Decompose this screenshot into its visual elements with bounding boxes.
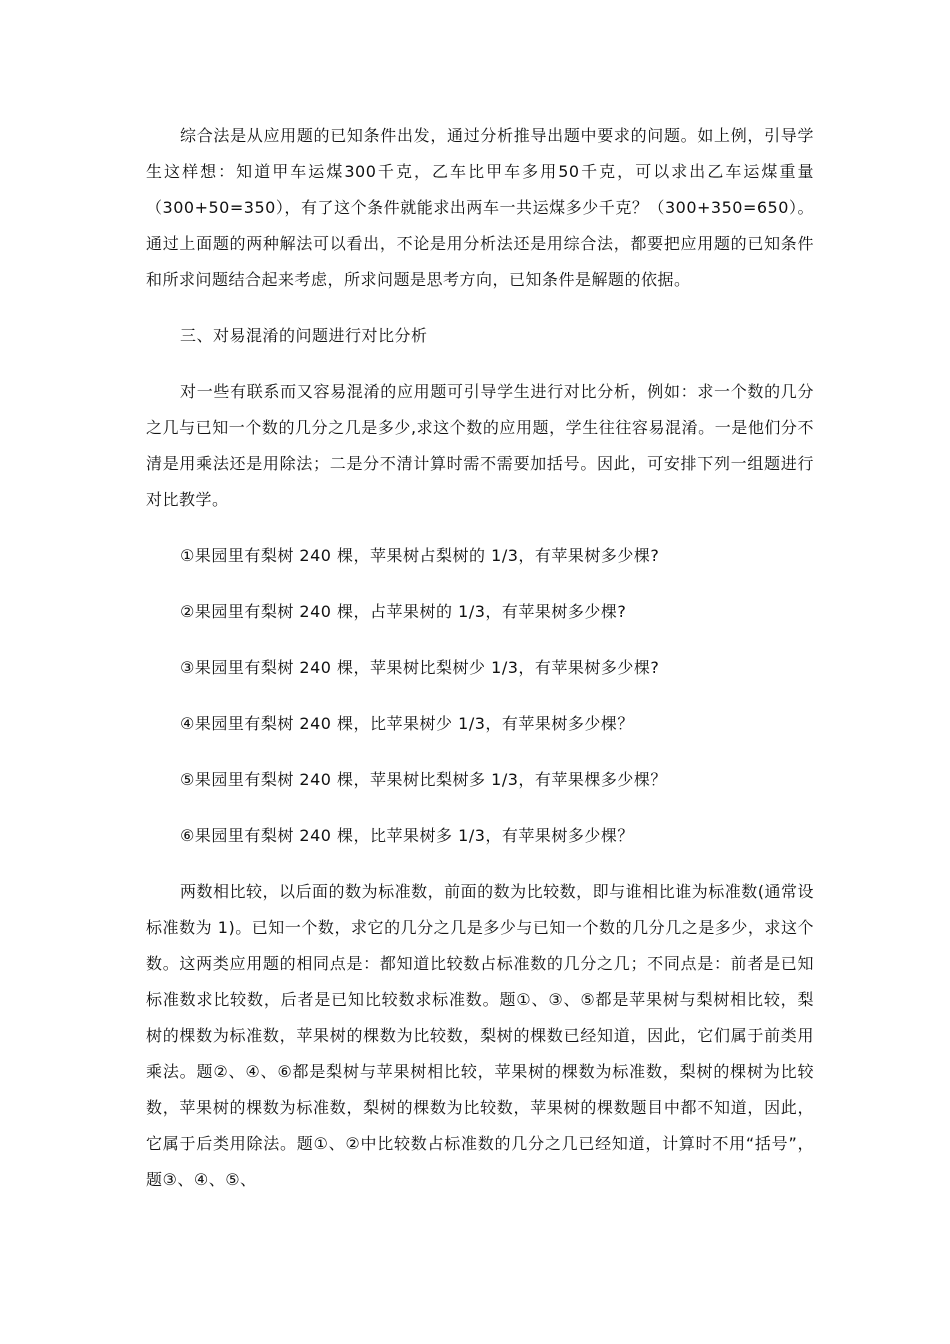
paragraph-comparison-intro: 对一些有联系而又容易混淆的应用题可引导学生进行对比分析，例如：求一个数的几分之几与已知一个数的几分之几是多少,求这个数的应用题，学生往往容易混淆。一是他们分不清是用乘法还是用除法；二是分不清计算时需不需要加括号。因此，可安排下列一组题进行对比教学。: [146, 382, 814, 509]
section-heading: 三、对易混淆的问题进行对比分析: [180, 326, 428, 345]
paragraph-analysis: 两数相比较，以后面的数为标准数，前面的数为比较数，即与谁相比谁为标准数(通常设标准数为 1)。已知一个数，求它的几分之几是多少与已知一个数的几分几之是多少，求这个数。这两类应用题的相同点是：都知道比较数占标准数的几分之几；不同点是：前者是已知标准数求比较数，后者是已知比较数求标准数。题①、③、⑤都是苹果树与梨树相比较，梨树的棵数为标准数，苹果树的棵数为比较数，梨树的棵数已经知道，因此，它们属于前类用乘法。题②、④、⑥都是梨树与苹果树相比较，苹果树的棵数为标准数，梨树的棵树为比较数，苹果树的棵数为标准数，梨树的棵数为比较数，苹果树的棵数题目中都不知道，因此，它属于后类用除法。题①、②中比较数占标准数的几分之几已经知道，计算时不用“括号”，题③、④、⑤、: [146, 882, 814, 1189]
problem-item-1: ①果园里有梨树 240 棵，苹果树占梨树的 1/3，有苹果树多少棵?: [180, 546, 660, 565]
problem-item-6: ⑥果园里有梨树 240 棵，比苹果树多 1/3，有苹果树多少棵？: [180, 826, 634, 845]
problem-item-2: ②果园里有梨树 240 棵，占苹果树的 1/3，有苹果树多少棵?: [180, 602, 627, 621]
paragraph-synthesis-method: 综合法是从应用题的已知条件出发，通过分析推导出题中要求的问题。如上例，引导学生这样想：知道甲车运煤300千克，乙车比甲车多用50千克，可以求出乙车运煤重量（300+50=350），有了这个条件就能求出两车一共运煤多少千克？（300+350=650）。通过上面题的两种解法可以看出，不论是用分析法还是用综合法，都要把应用题的已知条件和所求问题结合起来考虑，所求问题是思考方向，已知条件是解题的依据。: [146, 126, 814, 289]
problem-item-5: ⑤果园里有梨树 240 棵，苹果树比梨树多 1/3，有苹果棵多少棵？: [180, 770, 667, 789]
document-body: [146, 118, 814, 1198]
problem-item-3: ③果园里有梨树 240 棵，苹果树比梨树少 1/3，有苹果树多少棵?: [180, 658, 660, 677]
problem-item-4: ④果园里有梨树 240 棵，比苹果树少 1/3，有苹果树多少棵？: [180, 714, 634, 733]
